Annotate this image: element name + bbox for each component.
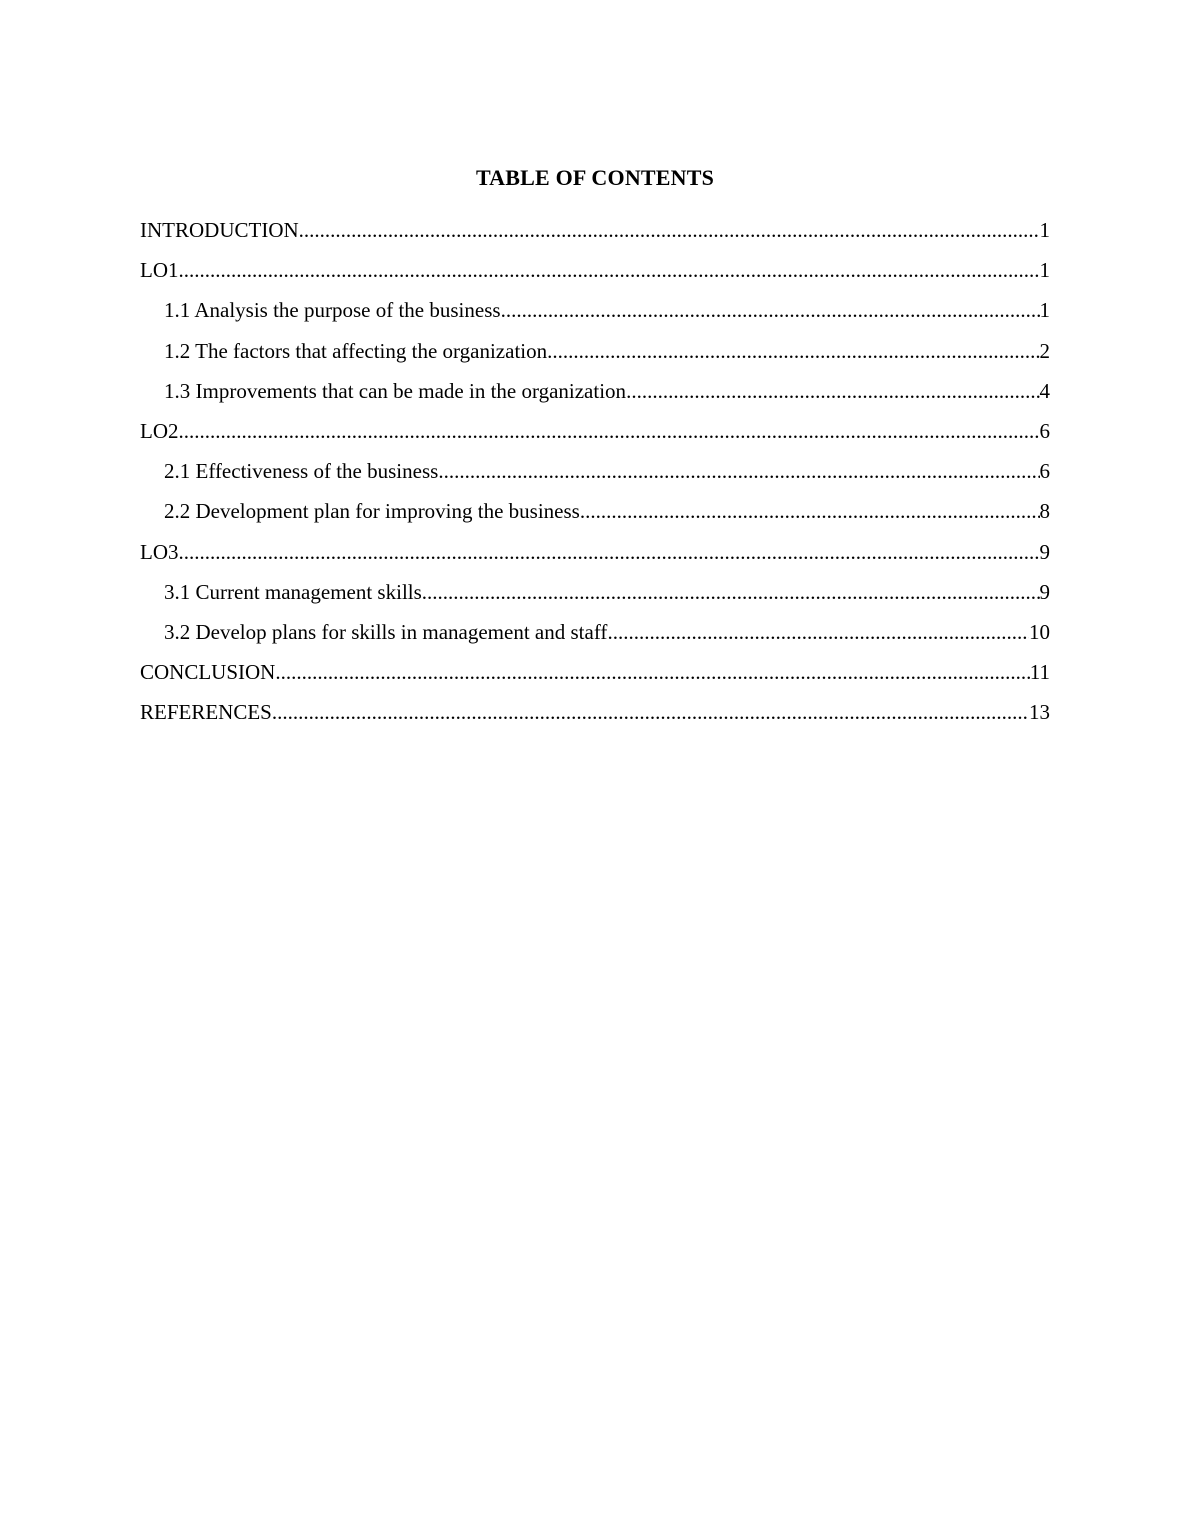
toc-title: TABLE OF CONTENTS bbox=[475, 165, 715, 190]
dot-leader bbox=[275, 658, 1029, 686]
toc-entry-label: INTRODUCTION bbox=[140, 218, 299, 242]
toc-entry-page-number: 11 bbox=[1029, 660, 1050, 685]
toc-entry-3-1[interactable] bbox=[140, 578, 1050, 618]
toc-entry-2-2[interactable] bbox=[140, 497, 1050, 537]
toc-entry-page-number: 2 bbox=[1039, 338, 1050, 363]
toc-entry-1-2[interactable] bbox=[140, 337, 1050, 377]
toc-entry-label: 3.1 Current management skills bbox=[164, 579, 422, 604]
dot-leader bbox=[272, 698, 1029, 726]
toc-entry-1-3[interactable] bbox=[140, 377, 1050, 417]
dot-leader bbox=[179, 256, 1040, 284]
toc-entry-label: REFERENCES bbox=[140, 700, 272, 725]
toc-entry-page-number: 9 bbox=[1039, 539, 1050, 564]
toc-entry-lo1[interactable] bbox=[140, 256, 1050, 296]
toc-list bbox=[140, 216, 1050, 738]
toc-entry-label: 3.2 Develop plans for skills in management and staff bbox=[164, 619, 608, 644]
dot-leader bbox=[438, 457, 1039, 485]
toc-entry-label: LO2 bbox=[140, 418, 179, 443]
dot-leader bbox=[299, 216, 1040, 244]
dot-leader bbox=[547, 337, 1039, 365]
toc-entry-references[interactable] bbox=[140, 698, 1050, 738]
toc-entry-page-number: 1 bbox=[1039, 298, 1050, 323]
toc-entry-page-number: 10 bbox=[1029, 619, 1050, 644]
toc-entry-lo2[interactable] bbox=[140, 417, 1050, 457]
dot-leader bbox=[179, 538, 1040, 566]
toc-entry-page-number: 6 bbox=[1039, 459, 1050, 484]
dot-leader bbox=[422, 578, 1040, 606]
toc-entry-label: LO3 bbox=[140, 539, 179, 564]
toc-entry-label: LO1 bbox=[140, 258, 179, 283]
toc-entry-label: 2.2 Development plan for improving the business bbox=[164, 499, 580, 524]
toc-entry-introduction[interactable] bbox=[140, 216, 1050, 256]
toc-entry-lo3[interactable] bbox=[140, 538, 1050, 578]
toc-entry-1-1[interactable] bbox=[140, 296, 1050, 336]
toc-entry-page-number: 6 bbox=[1039, 418, 1050, 443]
dot-leader bbox=[580, 497, 1040, 525]
toc-entry-3-2[interactable] bbox=[140, 618, 1050, 658]
toc-entry-label: CONCLUSION bbox=[140, 660, 276, 685]
dot-leader bbox=[179, 417, 1040, 445]
toc-entry-label: 1.2 The factors that affecting the organization bbox=[164, 338, 548, 363]
toc-entry-page-number: 13 bbox=[1029, 700, 1050, 725]
toc-entry-label: 2.1 Effectiveness of the business bbox=[164, 459, 439, 484]
toc-entry-label: 1.1 Analysis the purpose of the business bbox=[164, 298, 501, 323]
toc-entry-page-number: 8 bbox=[1039, 499, 1050, 524]
dot-leader bbox=[626, 377, 1039, 405]
toc-entry-label: 1.3 Improvements that can be made in the organization bbox=[164, 378, 627, 403]
toc-entry-page-number: 9 bbox=[1039, 579, 1050, 604]
toc-entry-page-number: 1 bbox=[1039, 258, 1050, 283]
dot-leader bbox=[607, 618, 1029, 646]
toc-entry-conclusion[interactable] bbox=[140, 658, 1050, 698]
toc-entry-page-number: 4 bbox=[1039, 378, 1050, 403]
toc-entry-page-number: 1 bbox=[1039, 218, 1050, 242]
dot-leader bbox=[501, 296, 1040, 324]
toc-entry-2-1[interactable] bbox=[140, 457, 1050, 497]
